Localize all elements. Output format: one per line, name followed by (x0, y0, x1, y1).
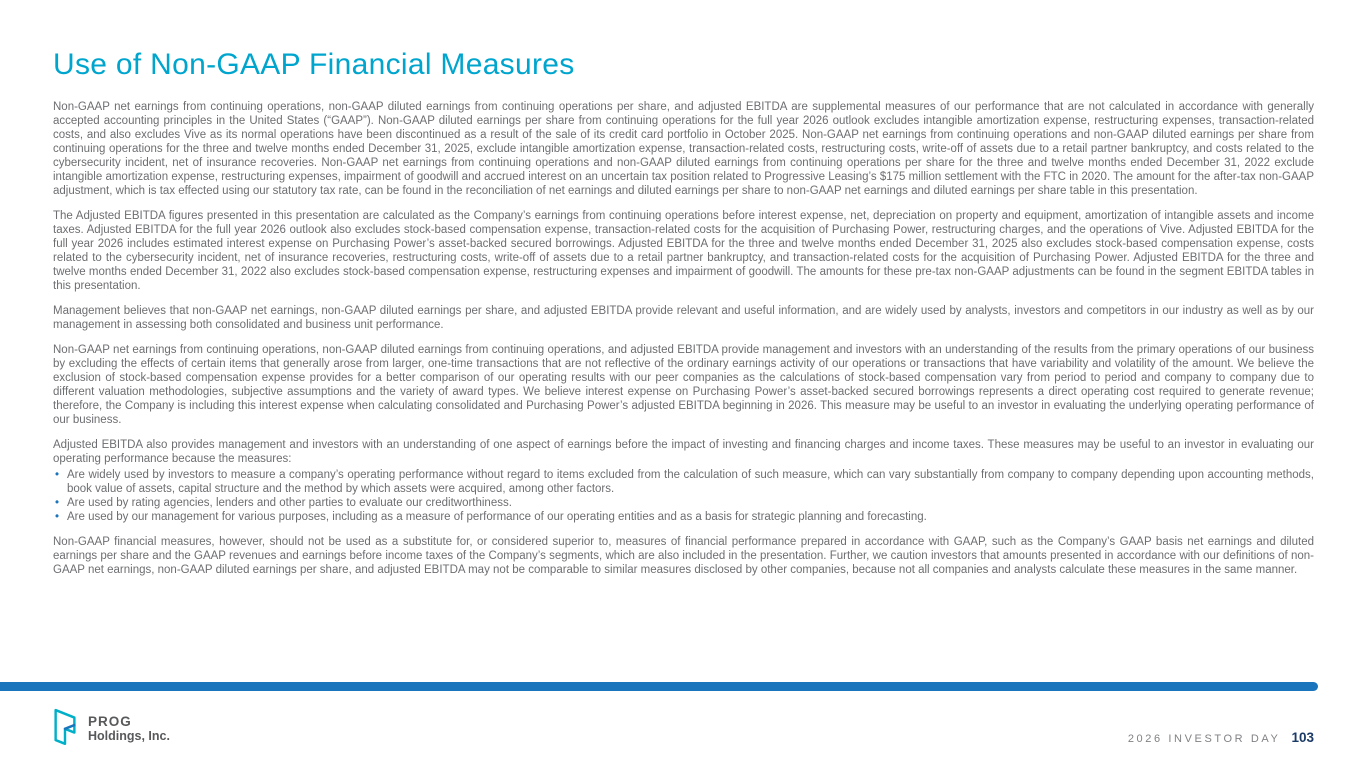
brand-text (88, 714, 170, 744)
paragraph-1: Non-GAAP net earnings from continuing operations, non-GAAP diluted earnings from continuing operations per share, and adjusted EBITDA are supplemental measures of our performance that are not calculated in accordance with generally accepted accounting principles in the United States (“GAAP”). Non-GAAP diluted earnings per share from continuing operations for the full year 2026 outlook excludes intangible amortization expense, restructuring expenses, transaction-related costs, and also excludes Vive as its normal operations have been discontinued as a result of the sale of its credit card portfolio in October 2025. Non-GAAP net earnings from continuing operations and non-GAAP diluted earnings per share from continuing operations for the three and twelve months ended December 31, 2025, exclude intangible amortization expense, transaction-related costs, restructuring costs, write-off of assets due to a retail partner bankruptcy, and costs related to the cybersecurity incident, net of insurance recoveries. Non-GAAP net earnings from continuing operations and non-GAAP diluted earnings from continuing operations per share for the three and twelve months ended December 31, 2022 exclude intangible amortization expense, restructuring expenses, impairment of goodwill and accrued interest on an uncertain tax position related to Progressive Leasing’s $175 million settlement with the FTC in 2020. The amount for the after-tax non-GAAP adjustment, which is tax effected using our statutory tax rate, can be found in the reconciliation of net earnings and diluted earnings per share to non-GAAP net earnings and diluted earnings per share table in this presentation. (53, 101, 1314, 197)
bullet-text: Are used by our management for various purposes, including as a measure of performance of our operating entities and as a basis for strategic planning and forecasting. (67, 511, 927, 523)
bullet-text: Are widely used by investors to measure a company’s operating performance without regard to items excluded from the calculation of such measure, which can vary substantially from company to company depending upon accounting methods, book value of assets, capital structure and the method by which assets were acquired, among other factors. (67, 469, 1314, 495)
brand-name: PROG (88, 713, 132, 729)
prog-logo-icon (50, 706, 80, 751)
list-item (53, 496, 1314, 510)
list-item (53, 468, 1314, 496)
body-text (53, 100, 1314, 588)
bullet-list (53, 468, 1314, 524)
footer-accent-bar (0, 682, 1318, 691)
paragraph-4: Non-GAAP net earnings from continuing operations, non-GAAP diluted earnings from continuing operations, and adjusted EBITDA provide management and investors with an understanding of the results from the primary operations of our business by excluding the effects of certain items that generally arose from larger, one-time transactions that are not reflective of the ordinary earnings activity of our operations or transactions that have variability and volatility of the amount. We believe the exclusion of stock-based compensation expense provides for a better comparison of our operating results with our peer companies as the calculations of stock-based compensation vary from period to period and company to company due to different valuation methodologies, subjective assumptions and the variety of award types. We believe interest expense on Purchasing Power’s asset-backed secured borrowings represents a direct operating cost required to generate revenue; therefore, the Company is including this interest expense when calculating consolidated and Purchasing Power’s adjusted EBITDA beginning in 2026. This measure may be useful to an investor in evaluating the underlying operating performance of our business. (53, 344, 1314, 426)
bullet-text: Are used by rating agencies, lenders and other parties to evaluate our creditworthiness. (67, 497, 512, 509)
page-title: Use of Non-GAAP Financial Measures (53, 48, 575, 81)
brand-subname: Holdings, Inc. (88, 729, 170, 744)
bullet-intro: Adjusted EBITDA also provides management and investors with an understanding of one aspect of earnings before the impact of investing and financing charges and income taxes. These measures may be useful to an investor in evaluating our operating performance because the measures: (53, 439, 1314, 465)
footer-brand (50, 706, 170, 751)
closing-paragraph: Non-GAAP financial measures, however, should not be used as a substitute for, or considered superior to, measures of financial performance prepared in accordance with GAAP, such as the Company’s GAAP basis net earnings and diluted earnings per share and the GAAP revenues and earnings before income taxes of the Company’s segments, which are also included in the presentation. Further, we caution investors that amounts presented in accordance with our definitions of non-GAAP net earnings, non-GAAP diluted earnings per share, and adjusted EBITDA may not be comparable to similar measures disclosed by other companies, because not all companies and analysts calculate these measures in the same manner. (53, 536, 1314, 576)
bullet-icon: • (55, 497, 60, 509)
bullet-icon: • (55, 511, 60, 523)
paragraph-3: Management believes that non-GAAP net earnings, non-GAAP diluted earnings per share, and adjusted EBITDA provide relevant and useful information, and are widely used by analysts, investors and competitors in our industry as well as by our management in assessing both consolidated and business unit performance. (53, 305, 1314, 331)
page-number: 103 (1291, 730, 1314, 745)
paragraph-2: The Adjusted EBITDA figures presented in this presentation are calculated as the Company’s earnings from continuing operations before interest expense, net, depreciation on property and equipment, amortization of intangible assets and income taxes. Adjusted EBITDA for the full year 2026 outlook also excludes stock-based compensation expense, transaction-related costs for the acquisition of Purchasing Power, restructuring charges, and the operations of Vive. Adjusted EBITDA for the full year 2026 includes estimated interest expense on Purchasing Power’s asset-backed secured borrowings. Adjusted EBITDA for the three and twelve months ended December 31, 2025 also excludes stock-based compensation expense, costs related to the cybersecurity incident, net of insurance recoveries, restructuring costs, write-off of assets due to a retail partner bankruptcy, and transaction-related costs for the acquisition of Purchasing Power. Adjusted EBITDA for the three and twelve months ended December 31, 2022 also excludes stock-based compensation expense, restructuring expenses and impairment of goodwill. The amounts for these pre-tax non-GAAP adjustments can be found in the segment EBITDA tables in this presentation. (53, 210, 1314, 292)
list-item (53, 510, 1314, 524)
bullet-icon: • (55, 469, 60, 481)
event-label: 2026 INVESTOR DAY (1127, 733, 1281, 745)
footer-meta (1128, 730, 1314, 745)
